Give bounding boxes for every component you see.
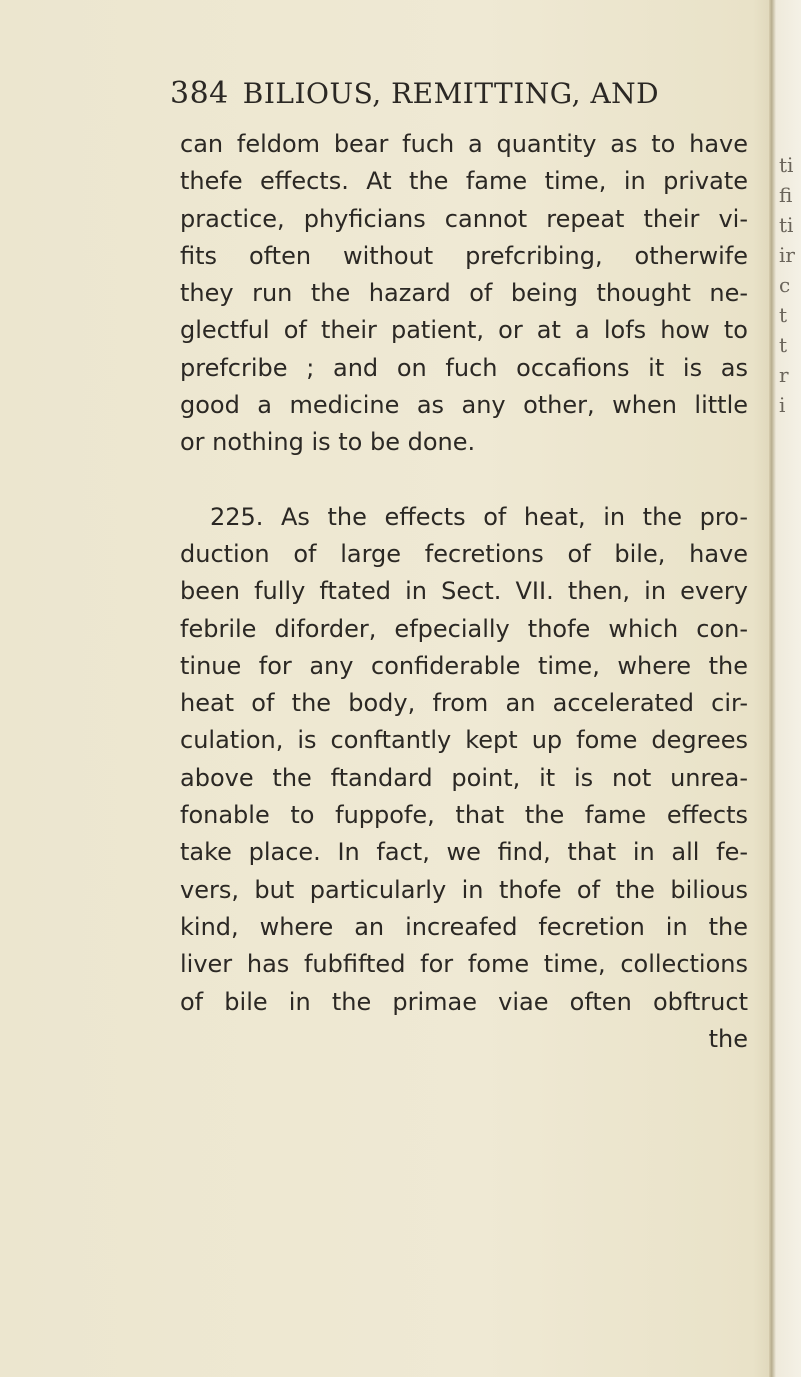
facing-page-fragments [779,150,797,420]
text-line: above the ftandard point, it is not unrea- [180,763,748,792]
text-line: fits often without prefcribing, otherwife [180,241,748,270]
text-line: good a medicine as any other, when little [180,391,748,420]
fragment: t [779,303,788,327]
text-line: take place. In fact, we find, that in all fe- [180,838,748,867]
text-line: febrile diforder, efpecially thofe which con- [180,614,748,643]
fragment: t [779,333,788,357]
page-number: 384 [170,76,229,111]
body-text [180,126,748,1058]
facing-page-edge [769,0,801,1377]
paragraph-gap [180,462,748,499]
fragment: ti [779,213,794,237]
text-line: of bile in the primae viae often obftruct [180,987,748,1016]
text-line: duction of large fecretions of bile, have [180,539,748,568]
text-line: vers, but particularly in thofe of the bilious [180,875,748,904]
text-line: fonable to fuppofe, that the fame effects [180,801,748,830]
paragraph-1 [180,126,748,462]
running-head-title: BILIOUS, REMITTING, AND [242,77,660,110]
text-line: kind, where an increafed fecretion in the [180,912,748,941]
text-line: culation, is conftantly kept up fome degrees [180,726,748,755]
text-line: tinue for any confiderable time, where the [180,651,748,680]
fragment: fi [779,183,793,207]
text-line: glectful of their patient, or at a lofs how to [180,316,748,345]
running-head [170,76,730,122]
text-line: liver has fubfifted for fome time, collections [180,950,748,979]
fragment: c [779,273,791,297]
text-line: prefcribe ; and on fuch occafions it is as [180,353,748,382]
text-line: practice, phyficians cannot repeat their vi- [180,204,748,233]
fragment: ir [779,243,795,267]
text-line: been fully ftated in Sect. VII. then, in every [180,577,748,606]
text-line: or nothing is to be done. [180,428,476,457]
text-line: can feldom bear fuch a quantity as to have [180,130,748,158]
fragment: i [779,393,786,417]
text-line: 225. As the effects of heat, in the pro- [210,502,748,531]
fragment: r [779,363,789,387]
text-line: thefe effects. At the fame time, in private [180,167,748,196]
text-line: they run the hazard of being thought ne- [180,279,748,308]
text-line: heat of the body, from an accelerated cir- [180,689,748,718]
catchword: the [708,1024,748,1053]
paragraph-2 [180,499,748,1058]
fragment: ti [779,153,794,177]
